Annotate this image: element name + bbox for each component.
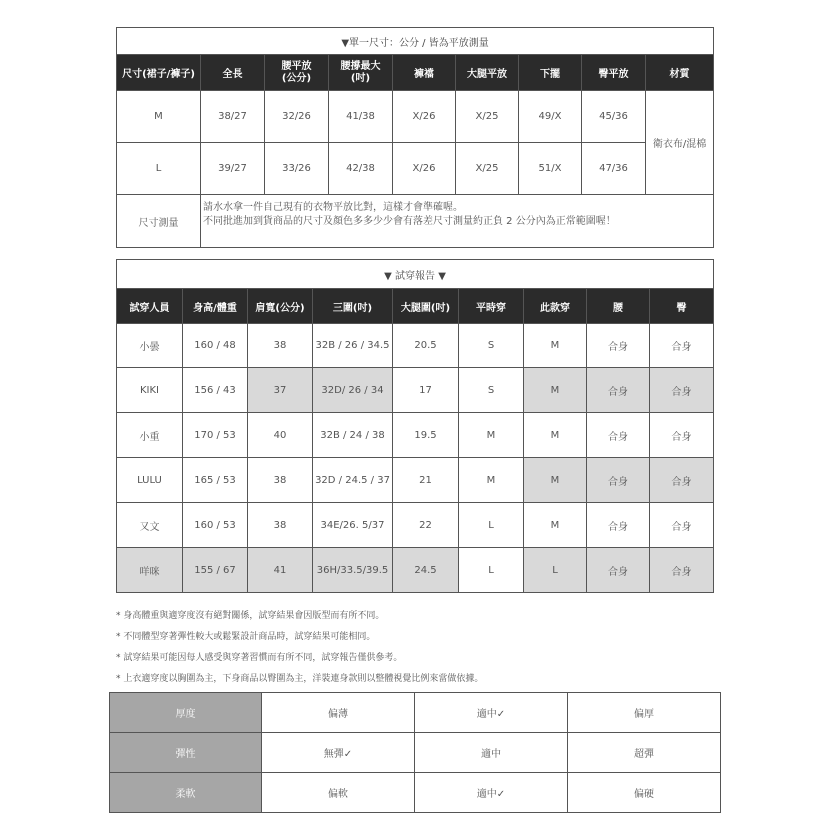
fit-row [117, 368, 714, 413]
crotch-cell: X/26 [393, 143, 456, 195]
measure-row [117, 195, 714, 248]
fit-header-height-weight: 身高/體重 [183, 289, 248, 324]
waist-cell: 33/26 [265, 143, 329, 195]
fit-measurements: 32B / 26 / 34.5 [313, 324, 393, 368]
fit-name: 咩咪 [117, 548, 183, 593]
fit-this-size: M [524, 503, 587, 548]
fit-header-shoulder: 肩寬(公分) [248, 289, 313, 324]
fit-thigh: 17 [393, 368, 459, 413]
size-table-title: ▼單一尺寸：公分 / 皆為平放測量 [117, 28, 714, 55]
fit-waist: 合身 [587, 503, 650, 548]
fit-report-title: ▼ 試穿報告 ▼ [117, 260, 714, 289]
fit-waist: 合身 [587, 413, 650, 458]
fit-row [117, 503, 714, 548]
fit-usual-size: S [459, 324, 524, 368]
fabric-option: 適中✓ [415, 773, 568, 813]
fit-report-table [116, 259, 714, 593]
fit-notes [116, 609, 483, 693]
size-header-hem: 下擺 [519, 55, 582, 91]
fit-thigh: 22 [393, 503, 459, 548]
fit-header-thigh: 大腿圍(吋) [393, 289, 459, 324]
measure-note [201, 195, 714, 248]
fit-name: 又文 [117, 503, 183, 548]
note-line: * 上衣適穿度以胸圍為主，下身商品以臀圍為主，洋裝連身款則以整體視覺比例來當做依據。 [116, 674, 484, 684]
fit-name: LULU [117, 458, 183, 503]
fabric-row-softness [110, 773, 721, 813]
fit-shoulder: 41 [248, 548, 313, 593]
size-header-crotch: 褲襠 [393, 55, 456, 91]
fit-thigh: 24.5 [393, 548, 459, 593]
fabric-option: 無彈✓ [262, 733, 415, 773]
size-header-length: 全長 [201, 55, 265, 91]
fit-shoulder: 38 [248, 324, 313, 368]
hip-cell: 45/36 [582, 91, 646, 143]
fit-row [117, 413, 714, 458]
fit-hip: 合身 [650, 548, 714, 593]
fit-name: KIKI [117, 368, 183, 413]
fit-height-weight: 160 / 48 [183, 324, 248, 368]
fit-hip: 合身 [650, 503, 714, 548]
fit-shoulder: 38 [248, 458, 313, 503]
fit-header-measurements: 三圍(吋) [313, 289, 393, 324]
fit-header-this-size: 此款穿 [524, 289, 587, 324]
fit-measurements: 32D/ 26 / 34 [313, 368, 393, 413]
hem-cell: 49/X [519, 91, 582, 143]
size-table [116, 27, 714, 248]
measure-note-line-2: 不同批進加到貨商品的尺寸及顏色多多少少會有落差尺寸測量約正負 2 公分內為正常範圍喔！ [203, 216, 616, 227]
length-cell: 38/27 [201, 91, 265, 143]
thigh-cell: X/25 [456, 143, 519, 195]
size-cell: M [117, 91, 201, 143]
waist-max-cell: 41/38 [329, 91, 393, 143]
fit-hip: 合身 [650, 368, 714, 413]
note-line: * 身高體重與適穿度沒有絕對關係，試穿結果會因版型而有所不同。 [116, 611, 385, 621]
note-line: * 試穿結果可能因每人感受與穿著習慣而有所不同，試穿報告僅供參考。 [116, 653, 403, 663]
fit-usual-size: M [459, 458, 524, 503]
fit-shoulder: 40 [248, 413, 313, 458]
fit-measurements: 34E/26. 5/37 [313, 503, 393, 548]
fit-height-weight: 155 / 67 [183, 548, 248, 593]
fabric-option: 超彈 [568, 733, 721, 773]
fabric-row-thickness [110, 693, 721, 733]
fit-shoulder: 37 [248, 368, 313, 413]
fabric-table [109, 692, 721, 813]
fit-thigh: 21 [393, 458, 459, 503]
fit-name: 小重 [117, 413, 183, 458]
size-cell: L [117, 143, 201, 195]
waist-max-cell: 42/38 [329, 143, 393, 195]
waist-cell: 32/26 [265, 91, 329, 143]
fit-header-name: 試穿人員 [117, 289, 183, 324]
fit-measurements: 32B / 24 / 38 [313, 413, 393, 458]
fit-shoulder: 38 [248, 503, 313, 548]
hem-cell: 51/X [519, 143, 582, 195]
material-cell: 衛衣布/混棉 [646, 91, 714, 195]
fabric-label: 厚度 [110, 693, 262, 733]
fit-waist: 合身 [587, 324, 650, 368]
size-header-size: 尺寸(裙子/褲子) [117, 55, 201, 91]
fit-this-size: L [524, 548, 587, 593]
fit-name: 小曇 [117, 324, 183, 368]
size-header-hip: 臀平放 [582, 55, 646, 91]
fabric-option: 偏軟 [262, 773, 415, 813]
fabric-label: 柔軟 [110, 773, 262, 813]
fabric-option: 偏硬 [568, 773, 721, 813]
fit-row [117, 548, 714, 593]
size-header-material: 材質 [646, 55, 714, 91]
fit-usual-size: S [459, 368, 524, 413]
size-header-waist [265, 55, 329, 91]
fabric-option: 偏厚 [568, 693, 721, 733]
fit-height-weight: 165 / 53 [183, 458, 248, 503]
waist-header-l2: (公分) [281, 72, 312, 84]
waist-header-l1: 腰平放 [281, 60, 312, 72]
fabric-option: 偏薄 [262, 693, 415, 733]
fit-thigh: 20.5 [393, 324, 459, 368]
fit-hip: 合身 [650, 413, 714, 458]
measure-label: 尺寸測量 [117, 195, 201, 248]
measure-note-line-1: 請水水拿一件自己現有的衣物平放比對，這樣才會準確喔。 [203, 202, 463, 213]
crotch-cell: X/26 [393, 91, 456, 143]
fit-waist: 合身 [587, 548, 650, 593]
note-line: * 不同體型穿著彈性較大或鬆緊設計商品時，試穿結果可能相同。 [116, 632, 376, 642]
fit-height-weight: 170 / 53 [183, 413, 248, 458]
hip-cell: 47/36 [582, 143, 646, 195]
fit-this-size: M [524, 413, 587, 458]
size-header-thigh: 大腿平放 [456, 55, 519, 91]
fit-row [117, 324, 714, 368]
fit-usual-size: M [459, 413, 524, 458]
length-cell: 39/27 [201, 143, 265, 195]
fit-usual-size: L [459, 503, 524, 548]
waist-max-header-l1: 腰撐最大 [340, 60, 381, 72]
fit-this-size: M [524, 458, 587, 503]
fit-measurements: 32D / 24.5 / 37 [313, 458, 393, 503]
fit-measurements: 36H/33.5/39.5 [313, 548, 393, 593]
fit-waist: 合身 [587, 368, 650, 413]
size-row-m [117, 91, 714, 143]
size-header-waist-max [329, 55, 393, 91]
fit-row [117, 458, 714, 503]
fit-height-weight: 156 / 43 [183, 368, 248, 413]
fit-usual-size: L [459, 548, 524, 593]
fit-header-waist: 腰 [587, 289, 650, 324]
size-row-l [117, 143, 714, 195]
fit-waist: 合身 [587, 458, 650, 503]
fabric-label: 彈性 [110, 733, 262, 773]
fit-hip: 合身 [650, 324, 714, 368]
waist-max-header-l2: (吋) [350, 72, 371, 84]
fit-header-hip: 臀 [650, 289, 714, 324]
fabric-row-stretch [110, 733, 721, 773]
fabric-option: 適中✓ [415, 693, 568, 733]
fit-thigh: 19.5 [393, 413, 459, 458]
fit-header-usual-size: 平時穿 [459, 289, 524, 324]
fit-this-size: M [524, 368, 587, 413]
fit-height-weight: 160 / 53 [183, 503, 248, 548]
fit-this-size: M [524, 324, 587, 368]
fit-hip: 合身 [650, 458, 714, 503]
thigh-cell: X/25 [456, 91, 519, 143]
fabric-option: 適中 [415, 733, 568, 773]
